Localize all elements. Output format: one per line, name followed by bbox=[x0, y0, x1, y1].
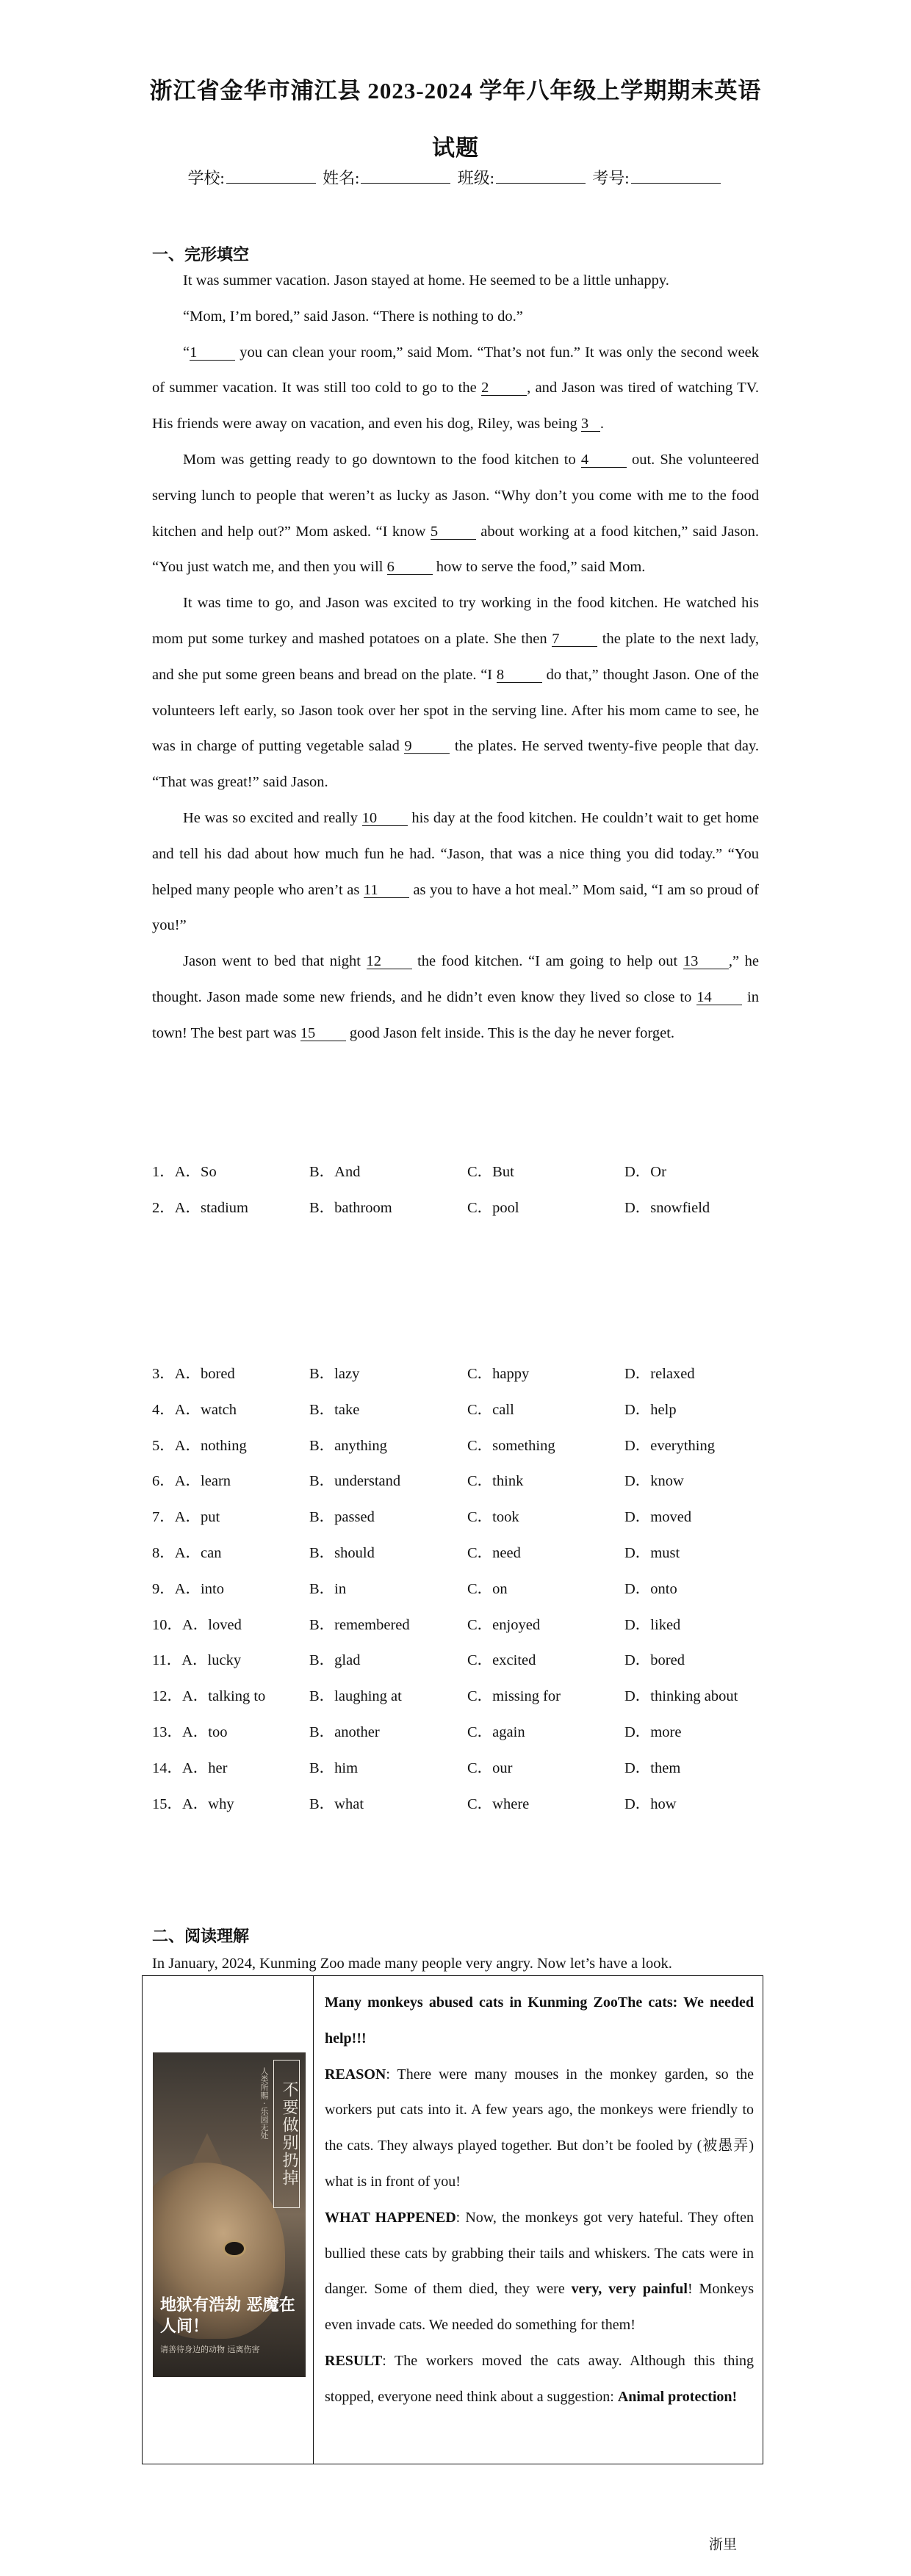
question-options bbox=[152, 1715, 762, 1751]
question-options bbox=[152, 1679, 762, 1715]
question-options bbox=[152, 1428, 762, 1464]
section-heading-cloze: 一、完形填空 bbox=[152, 245, 250, 264]
option-c[interactable]: C．think bbox=[467, 1473, 524, 1490]
blank-9[interactable]: 9 bbox=[404, 739, 450, 754]
paragraph: It was time to go, and Jason was excited to try working in the food kitchen. He watched his mom put some turkey and mashed potatoes on a plate. She then 7 the plate to the next lady, and she put some green beans and bread on the plate. “I 8 do that,” thought Jason. One of the volunteers left early, so Jason took over her spot in the serving line. After his mom came to see, he was in charge of putting vegetable salad 9 the plates. He served twenty-five people that day. “That was great!” said Jason. bbox=[152, 595, 759, 791]
option-b[interactable]: B．anything bbox=[309, 1437, 387, 1454]
question-options bbox=[152, 1499, 762, 1535]
what-happened-paragraph: WHAT HAPPENED: Now, the monkeys got very hateful. They often bullied these cats by grabbing their tails and whiskers. The cats were in danger. Some of them died, they were very, very painful! Monkeys even invade cats. We needed do something for them! bbox=[325, 2209, 754, 2334]
option-a[interactable]: 5．A．nothing bbox=[152, 1437, 247, 1454]
paragraph: “1 you can clean your room,” said Mom. “That’s not fun.” It was only the second week of summer vacation. It was still too cold to go to the 2 , and Jason was tired of watching TV. His friends were away on vacation, and even his dog, Riley, was being 3 . bbox=[152, 344, 759, 433]
poster-small-text: 人类所赐 · 乐园无处 bbox=[259, 2067, 269, 2140]
option-c[interactable]: C．enjoyed bbox=[467, 1616, 541, 1633]
option-a[interactable]: 1．A．So bbox=[152, 1164, 217, 1180]
option-d[interactable]: D．onto bbox=[624, 1580, 677, 1597]
result-paragraph: RESULT: The workers moved the cats away. Although this thing stopped, everyone need think about a suggestion: Animal protection! bbox=[325, 2352, 754, 2405]
option-b[interactable]: B．bathroom bbox=[309, 1199, 392, 1216]
option-d[interactable]: D．bored bbox=[624, 1652, 685, 1669]
option-b[interactable]: B．glad bbox=[309, 1652, 361, 1669]
poster-vertical-text: 不要做别扔掉 bbox=[273, 2060, 300, 2208]
option-d[interactable]: D．liked bbox=[624, 1616, 681, 1633]
option-a[interactable]: 4．A．watch bbox=[152, 1401, 237, 1418]
reason-paragraph: REASON: There were many mouses in the monkey garden, so the workers put cats into it. A few years ago, the monkeys were friendly to the cats. They always played together. But don’t be fooled by (被愚弄) what is in front of you! bbox=[325, 2066, 754, 2190]
cloze-passage bbox=[152, 263, 759, 1052]
option-a[interactable]: 6．A．learn bbox=[152, 1473, 231, 1490]
option-d[interactable]: D．snowfield bbox=[624, 1199, 710, 1216]
question-options bbox=[152, 1356, 762, 1392]
paragraph: He was so excited and really 10 his day at the food kitchen. He couldn’t wait to get home and tell his dad about how much fun he had. “Jason, that was a nice thing you did today.” “You helped many people who aren’t as 11 as you to have a hot meal.” Mom said, “I am so proud of you!” bbox=[152, 809, 760, 934]
school-blank[interactable] bbox=[226, 170, 316, 184]
blank-8[interactable]: 8 bbox=[497, 667, 542, 683]
question-options bbox=[152, 1392, 762, 1428]
option-a[interactable]: 10．A．loved bbox=[152, 1616, 242, 1633]
section-heading-reading: 二、阅读理解 bbox=[152, 1927, 250, 1945]
page-title-line2: 试题 bbox=[432, 135, 479, 161]
blank-5[interactable]: 5 bbox=[431, 524, 476, 540]
question-options bbox=[152, 1787, 762, 1823]
cat-poster-image bbox=[153, 2052, 306, 2377]
option-b[interactable]: B．him bbox=[309, 1759, 359, 1776]
paragraph: Mom was getting ready to go downtown to the food kitchen to 4 out. She volunteered serving lunch to people that weren’t as lucky as Jason. “Why don’t you come with me to the food kitchen and help out?” Mom asked. “I know 5 about working at a food kitchen,” said Jason. “You just watch me, and then you will 6 how to serve the food,” said Mom. bbox=[152, 451, 759, 576]
exam-number-label: 考号: bbox=[592, 169, 630, 187]
blank-1[interactable]: 1 bbox=[190, 345, 235, 361]
option-c[interactable]: C．happy bbox=[467, 1366, 530, 1382]
article-headline: Many monkeys abused cats in Kunming ZooThe cats: We needed help!!! bbox=[325, 1994, 754, 2047]
blank-14[interactable]: 14 bbox=[696, 990, 742, 1005]
option-b[interactable]: B．laughing at bbox=[309, 1688, 402, 1705]
option-d[interactable]: D．everything bbox=[624, 1437, 715, 1454]
question-options bbox=[152, 1571, 762, 1607]
exam-number-blank[interactable] bbox=[631, 170, 721, 184]
option-b[interactable]: B．remembered bbox=[309, 1616, 410, 1633]
option-d[interactable]: D．know bbox=[624, 1473, 684, 1490]
option-c[interactable]: C．call bbox=[467, 1401, 514, 1418]
school-label: 学校: bbox=[187, 169, 225, 187]
option-d[interactable]: D．relaxed bbox=[624, 1366, 695, 1382]
option-d[interactable]: D．moved bbox=[624, 1509, 692, 1526]
blank-6[interactable]: 6 bbox=[387, 560, 433, 575]
blank-3[interactable]: 3 bbox=[581, 416, 600, 432]
poster-slogan: 地狱有浩劫 恶魔在人间！ bbox=[160, 2296, 295, 2336]
option-a[interactable]: 13．A．too bbox=[152, 1723, 228, 1740]
option-a[interactable]: 8．A．can bbox=[152, 1544, 222, 1561]
question-options bbox=[152, 1154, 762, 1190]
blank-4[interactable]: 4 bbox=[581, 452, 627, 468]
poster-footnote: 请善待身边的动物 远离伤害 bbox=[160, 2345, 260, 2354]
option-b[interactable]: B．lazy bbox=[309, 1366, 360, 1382]
option-c[interactable]: C．But bbox=[467, 1164, 514, 1180]
name-label: 姓名: bbox=[323, 169, 360, 187]
option-d[interactable]: D．Or bbox=[624, 1164, 666, 1180]
option-c[interactable]: C．missing for bbox=[467, 1688, 561, 1705]
blank-12[interactable]: 12 bbox=[367, 954, 412, 969]
option-c[interactable]: C．our bbox=[467, 1759, 513, 1776]
reading-table bbox=[142, 1975, 763, 2464]
question-options bbox=[152, 1190, 762, 1226]
options-bottom bbox=[152, 1356, 762, 1822]
blank-7[interactable]: 7 bbox=[552, 632, 597, 647]
blank-10[interactable]: 10 bbox=[362, 811, 408, 826]
article-text bbox=[325, 1985, 754, 2415]
option-a[interactable]: 2．A．stadium bbox=[152, 1199, 248, 1216]
option-c[interactable]: C．took bbox=[467, 1509, 519, 1526]
option-d[interactable]: D．thinking about bbox=[624, 1688, 738, 1705]
blank-13[interactable]: 13 bbox=[683, 954, 729, 969]
option-b[interactable]: B．another bbox=[309, 1723, 380, 1740]
option-b[interactable]: B．in bbox=[309, 1580, 347, 1597]
class-label: 班级: bbox=[457, 169, 494, 187]
reading-intro: In January, 2024, Kunming Zoo made many people very angry. Now let’s have a look. bbox=[152, 1955, 672, 1972]
paragraph: “Mom, I’m bored,” said Jason. “There is nothing to do.” bbox=[183, 308, 523, 325]
option-c[interactable]: C．something bbox=[467, 1437, 555, 1454]
option-a[interactable]: 11．A．lucky bbox=[152, 1652, 242, 1669]
blank-15[interactable]: 15 bbox=[300, 1026, 346, 1041]
question-options bbox=[152, 1751, 762, 1787]
option-a[interactable]: 9．A．into bbox=[152, 1580, 224, 1597]
option-c[interactable]: C．on bbox=[467, 1580, 508, 1597]
option-b[interactable]: B．passed bbox=[309, 1509, 375, 1526]
option-a[interactable]: 12．A．talking to bbox=[152, 1688, 266, 1705]
option-b[interactable]: B．take bbox=[309, 1401, 360, 1418]
blank-11[interactable]: 11 bbox=[364, 883, 409, 898]
option-d[interactable]: D．help bbox=[624, 1401, 677, 1418]
option-b[interactable]: B．should bbox=[309, 1544, 375, 1561]
option-c[interactable]: C．need bbox=[467, 1544, 521, 1561]
option-a[interactable]: 15．A．why bbox=[152, 1795, 234, 1812]
option-a[interactable]: 3．A．bored bbox=[152, 1366, 235, 1382]
question-options bbox=[152, 1643, 762, 1679]
option-a[interactable]: 14．A．her bbox=[152, 1759, 228, 1776]
option-b[interactable]: B．And bbox=[309, 1164, 361, 1180]
option-b[interactable]: B．what bbox=[309, 1795, 364, 1812]
class-blank[interactable] bbox=[496, 170, 586, 184]
blank-2[interactable]: 2 bbox=[481, 380, 527, 396]
option-c[interactable]: C．excited bbox=[467, 1652, 536, 1669]
page-footer: 浙里 bbox=[708, 2536, 737, 2553]
cat-eye bbox=[225, 2242, 244, 2255]
student-info-line bbox=[0, 166, 911, 189]
paragraph: Jason went to bed that night 12 the food kitchen. “I am going to help out 13 ,” he thought. Jason made some new friends, and he didn’t even know they lived so close to 14 in town! The best part was 15 good Jason felt inside. This is the day he never forget. bbox=[152, 953, 759, 1041]
paragraph: It was summer vacation. Jason stayed at home. He seemed to be a little unhappy. bbox=[183, 272, 669, 289]
question-options bbox=[152, 1607, 762, 1643]
options-top bbox=[152, 1154, 762, 1226]
option-d[interactable]: D．how bbox=[624, 1795, 677, 1812]
page-title: 浙江省金华市浦江县 2023-2024 学年八年级上学期期末英语 bbox=[149, 78, 762, 104]
question-options bbox=[152, 1535, 762, 1571]
table-divider bbox=[313, 1976, 314, 2464]
option-c[interactable]: C．again bbox=[467, 1723, 525, 1740]
option-a[interactable]: 7．A．put bbox=[152, 1509, 220, 1526]
option-d[interactable]: D．must bbox=[624, 1544, 680, 1561]
option-c[interactable]: C．where bbox=[467, 1795, 530, 1812]
option-b[interactable]: B．understand bbox=[309, 1473, 401, 1490]
option-d[interactable]: D．them bbox=[624, 1759, 681, 1776]
name-blank[interactable] bbox=[361, 170, 450, 184]
question-options bbox=[152, 1464, 762, 1499]
option-c[interactable]: C．pool bbox=[467, 1199, 519, 1216]
option-d[interactable]: D．more bbox=[624, 1723, 682, 1740]
